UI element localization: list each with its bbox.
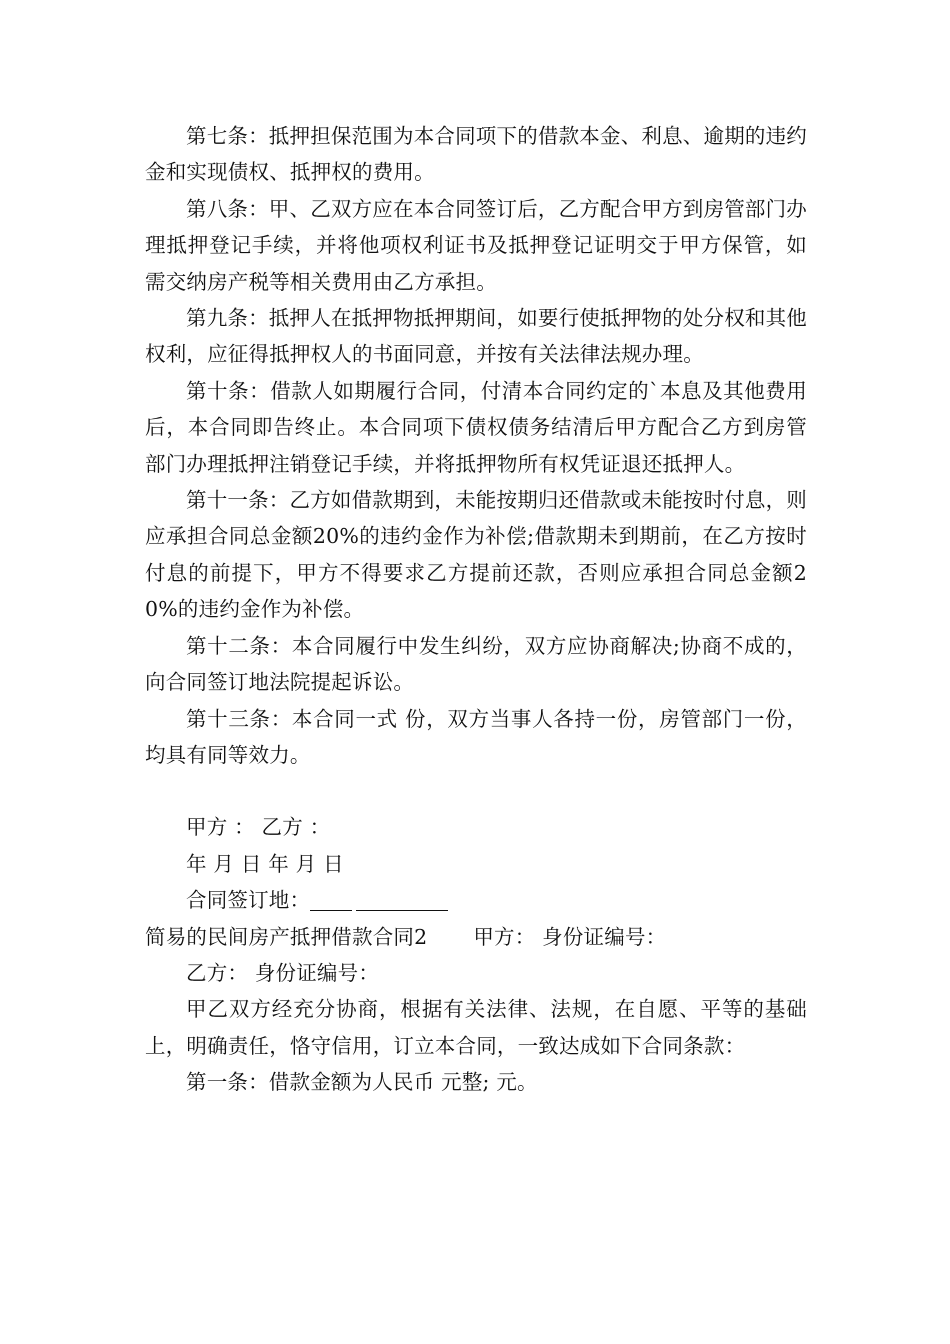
signature-dates: 年 月 日 年 月 日 — [186, 851, 344, 876]
signature-place-label: 合同签订地： — [186, 888, 311, 913]
signature-parties: 甲方 ： 乙方 ： — [186, 815, 331, 840]
article-11: 第十一条：乙方如借款期到，未能按期归还借款或未能按时付息，则应承担合同总金额20%的违约金作为补偿;借款期未到期前，在乙方按时付息的前提下，甲方不得要求乙方提前还款，否则应承担合同总金额20%的违约金作为补偿。 — [145, 488, 807, 622]
second-contract-party-a: 甲方： 身份证编号： — [473, 924, 667, 949]
second-contract-article-1: 第一条：借款金额为人民币 元整; 元。 — [186, 1070, 538, 1095]
signature-place — [145, 882, 807, 918]
document-body — [145, 118, 807, 1101]
article-8: 第八条：甲、乙双方应在本合同签订后，乙方配合甲方到房管部门办理抵押登记手续，并将他项权利证书及抵押登记证明交于甲方保管，如需交纳房产税等相关费用由乙方承担。 — [145, 196, 807, 294]
article-7: 第七条：抵押担保范围为本合同项下的借款本金、利息、逾期的违约金和实现债权、抵押权的费用。 — [145, 124, 807, 185]
second-contract-title: 简易的民间房产抵押借款合同2 — [145, 924, 428, 949]
second-contract-party-b: 乙方： 身份证编号： — [186, 960, 380, 985]
article-13: 第十三条：本合同一式 份，双方当事人各持一份，房管部门一份，均具有同等效力。 — [145, 706, 807, 767]
signature-place-blank-short — [310, 888, 352, 911]
second-contract-heading-line — [145, 919, 807, 955]
article-10: 第十条：借款人如期履行合同，付清本合同约定的`本息及其他费用后，本合同即告终止。本合同项下债权债务结清后甲方配合乙方到房管部门办理抵押注销登记手续，并将抵押物所有权凭证退还抵押人。 — [145, 378, 807, 476]
blank-line — [145, 773, 807, 809]
second-contract-preamble: 甲乙双方经充分协商，根据有关法律、法规，在自愿、平等的基础上，明确责任，恪守信用，订立本合同，一致达成如下合同条款： — [145, 997, 807, 1058]
article-9: 第九条：抵押人在抵押物抵押期间，如要行使抵押物的处分权和其他权利，应征得抵押权人的书面同意，并按有关法律法规办理。 — [145, 306, 807, 367]
signature-place-blank-long — [356, 888, 448, 911]
article-12: 第十二条：本合同履行中发生纠纷，双方应协商解决;协商不成的，向合同签订地法院提起诉讼。 — [145, 633, 807, 695]
